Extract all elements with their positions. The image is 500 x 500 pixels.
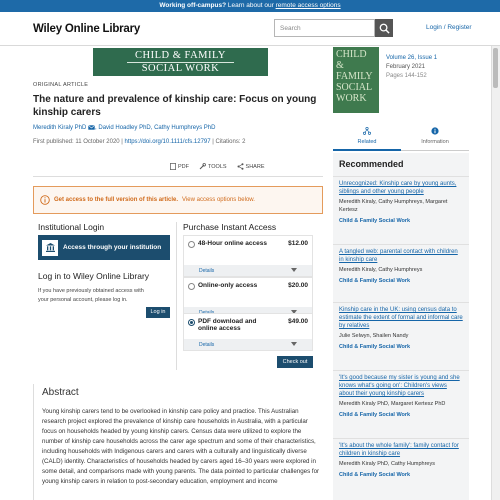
purchase-option-radio-selected[interactable] (188, 319, 195, 326)
author-list: Meredith Kiraly PhD , David Hoadley PhD, Cathy Humphreys PhD (33, 125, 216, 132)
journal-banner-line2: SOCIAL WORK (141, 63, 220, 74)
recommended-heading: Recommended (339, 159, 404, 169)
publication-info: First published: 11 October 2020 | https://doi.org/10.1111/cfs.12797 | Citations: 2 (33, 139, 246, 145)
recommended-authors: Julie Selwyn, Shailen Nandy (339, 333, 409, 339)
purchase-option-price: $49.00 (288, 318, 308, 325)
issue-link[interactable]: Volume 26, Issue 1 (386, 55, 438, 61)
section-divider (33, 176, 323, 177)
login-heading: Log in to Wiley Online Library (38, 271, 150, 281)
login-button[interactable]: Log in (146, 307, 170, 318)
details-label: Details (199, 268, 215, 274)
column-divider (176, 222, 177, 370)
pdf-icon (170, 163, 176, 170)
abstract-heading: Abstract (42, 387, 79, 398)
first-published-label: First published: (33, 139, 74, 145)
tab-related[interactable] (333, 122, 401, 151)
purchase-option-radio[interactable] (188, 283, 195, 290)
recommended-title[interactable]: 'It's about the whole family': family contact for children in kinship care (339, 443, 459, 457)
banner-text: Learn about our (226, 2, 276, 9)
chevron-down-icon (291, 268, 297, 272)
remote-access-link[interactable]: remote access options (275, 2, 341, 9)
access-options-link[interactable]: View access options below. (182, 197, 255, 203)
purchase-option[interactable] (183, 313, 313, 351)
recommended-journal[interactable]: Child & Family Social Work (339, 472, 411, 478)
recommended-item[interactable] (333, 370, 469, 421)
purchase-option-details[interactable] (184, 265, 312, 276)
journal-banner-line1: CHILD & FAMILY (127, 50, 234, 63)
recommended-item[interactable] (333, 244, 469, 287)
recommended-item[interactable] (333, 176, 469, 227)
purchase-option-price: $12.00 (288, 240, 308, 247)
abstract-text: Young kinship carers tend to be overlooked in kinship care policy and practice. This Australian research project explored the prevalence of kinship care households in Australia, with a particular focus on households headed by young kinship carers. Census data were utilized to explore the number of kinship care households across the carer age spectrum and some of their characteristics, including households with Indigenous carers and carers with a culturally and linguistically diverse (CALD) identity. Characteristics of households headed by carers aged 16–30 years were explored in some detail, and comparisons made with young parents. The data pointed to particular challenges for young kinship carers in relation to post-secondary education, employment and income (42, 408, 320, 485)
recommended-authors: Meredith Kiraly, Cathy Humphreys, Margaret Kertesz (339, 199, 448, 213)
purchase-option-price: $20.00 (288, 282, 308, 289)
recommended-title[interactable]: 'It's good because my sister is young and she knows what's going on': Children's views about their young kinship carers (339, 375, 460, 397)
purchase-option[interactable] (183, 235, 313, 277)
article-title: The nature and prevalence of kinship care: Focus on young kinship carers (33, 94, 317, 118)
login-register-link[interactable]: Login / Register (426, 24, 472, 31)
recommended-title[interactable]: Kinship care in the UK: using census data to estimate the extent of formal and informal care by relatives (339, 307, 463, 329)
journal-cover[interactable]: CHILD & FAMILY SOCIAL WORK (333, 47, 379, 113)
remote-access-banner (0, 0, 500, 12)
tools-button[interactable] (199, 163, 227, 170)
chevron-down-icon (291, 342, 297, 346)
purchase-option-name: 48-Hour online access (198, 240, 267, 247)
search-icon (379, 23, 390, 34)
citations-count[interactable]: Citations: 2 (215, 139, 246, 145)
recommended-journal[interactable]: Child & Family Social Work (339, 278, 411, 284)
banner-bold: Working off-campus? (159, 2, 227, 9)
institution-icon (42, 240, 58, 256)
issue-pages: Pages 144-152 (386, 73, 427, 79)
tab-information-label: Information (421, 139, 449, 145)
page-scrollbar[interactable] (491, 46, 500, 500)
share-label: SHARE (245, 163, 265, 170)
network-icon (363, 127, 371, 135)
details-label: Details (199, 342, 215, 348)
site-logo[interactable]: Wiley Online Library (33, 23, 141, 35)
recommended-title[interactable]: A tangled web: parental contact with children in kinship care (339, 249, 458, 263)
pdf-button[interactable] (170, 163, 189, 170)
tools-label: TOOLS (208, 163, 227, 170)
purchase-heading: Purchase Instant Access (183, 222, 277, 232)
login-description: If you have previously obtained access with your personal account, please log in. (38, 288, 144, 303)
share-icon (237, 163, 244, 170)
wrench-icon (199, 163, 206, 170)
tab-information[interactable] (401, 122, 469, 151)
purchase-option-radio[interactable] (188, 241, 195, 248)
journal-banner[interactable] (93, 48, 268, 76)
recommended-journal[interactable]: Child & Family Social Work (339, 344, 411, 350)
tab-related-label: Related (357, 139, 377, 145)
share-button[interactable] (237, 163, 265, 170)
access-notice-text: Get access to the full version of this article. (54, 197, 179, 203)
doi-link[interactable]: https://doi.org/10.1111/cfs.12797 (124, 139, 211, 145)
checkout-button[interactable]: Check out (277, 356, 313, 368)
access-notice (33, 186, 323, 214)
email-icon[interactable] (88, 125, 95, 130)
institution-access-button[interactable] (38, 235, 170, 260)
article-toolbar (170, 163, 265, 170)
purchase-option-name: Online-only access (198, 282, 258, 289)
recommended-authors: Meredith Kiraly, Cathy Humphreys (339, 267, 423, 273)
author-link[interactable]: Meredith Kiraly PhD (33, 125, 87, 132)
author-link[interactable]: David Hoadley PhD (98, 125, 151, 132)
recommended-authors: Meredith Kiraly PhD, Margaret Kertesz PhD (339, 401, 446, 407)
search-input[interactable]: Search (274, 19, 375, 37)
purchase-option-details[interactable] (184, 339, 312, 350)
info-icon (40, 195, 50, 205)
recommended-title[interactable]: Unrecognized: Kinship care by young aunts, siblings and other young people (339, 181, 457, 195)
first-published-date: 11 October 2020 (75, 139, 120, 145)
recommended-item[interactable] (333, 302, 469, 353)
scrollbar-thumb[interactable] (493, 48, 498, 88)
institutional-login-heading: Institutional Login (38, 222, 105, 232)
author-link[interactable]: Cathy Humphreys PhD (154, 125, 216, 132)
recommended-journal[interactable]: Child & Family Social Work (339, 412, 411, 418)
recommended-item[interactable] (333, 438, 469, 481)
sidebar-tabs (333, 122, 469, 151)
recommended-authors: Meredith Kiraly PhD, Cathy Humphreys (339, 461, 435, 467)
institution-access-label: Access through your institution (63, 244, 162, 251)
article-type: ORIGINAL ARTICLE (33, 82, 89, 88)
search-button[interactable] (375, 19, 393, 37)
purchase-option-name: PDF download and online access (198, 318, 257, 332)
issue-month: February 2021 (386, 64, 426, 70)
info-icon (431, 127, 439, 135)
pdf-label: PDF (178, 163, 189, 170)
recommended-journal[interactable]: Child & Family Social Work (339, 218, 411, 224)
